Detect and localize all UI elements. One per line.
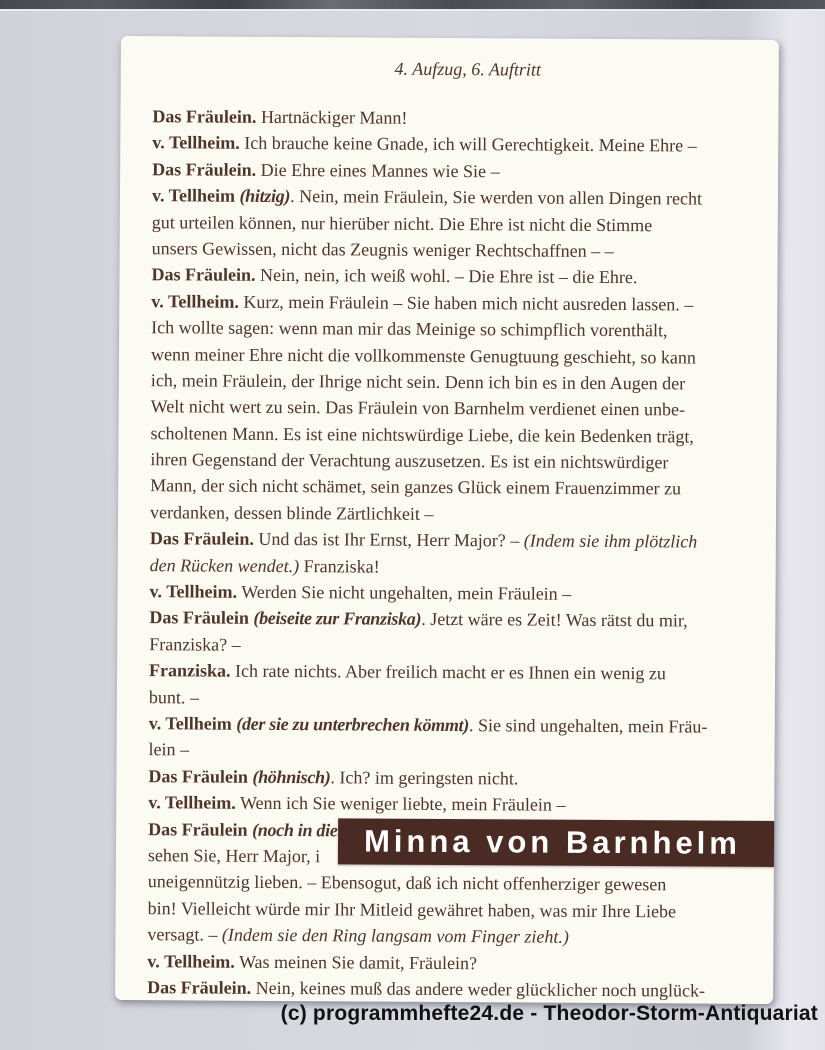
dialogue-segment: v. Tellheim. xyxy=(149,581,238,602)
dialogue-segment: Kurz, mein Fräulein – Sie haben mich nicht ausreden lassen. – xyxy=(238,291,694,315)
dialogue-segment: . Nein, mein Fräulein, Sie werden von allen Dingen recht xyxy=(290,186,703,209)
dialogue-line xyxy=(150,473,750,503)
dialogue-segment: verdanken, dessen blinde Zärtlichkeit – xyxy=(149,502,434,524)
dialogue-text xyxy=(147,103,752,1004)
dialogue-line xyxy=(151,341,751,371)
dialogue-line xyxy=(148,869,748,899)
dialogue-segment: Ich rate nichts. Aber freilich macht er es Ihnen ein wenig zu xyxy=(230,660,666,684)
dialogue-segment: Die Ehre eines Mannes wie Sie – xyxy=(256,159,500,182)
dialogue-segment: Ich wollte sagen: wenn man mir das Meinige so schimpflich vorenthält, xyxy=(151,317,668,341)
dialogue-segment: Das Fräulein xyxy=(148,765,253,787)
dialogue-line xyxy=(150,499,750,529)
dialogue-line xyxy=(151,288,751,318)
dialogue-line xyxy=(148,895,748,925)
dialogue-segment: bunt. – xyxy=(148,686,199,708)
dialogue-segment: (der sie zu unterbrechen kömmt) xyxy=(236,713,470,736)
dialogue-segment: Hartnäckiger Mann! xyxy=(256,106,408,128)
title-banner xyxy=(338,818,774,867)
dialogue-segment: Das Fräulein. xyxy=(151,264,256,286)
dialogue-line xyxy=(149,657,749,687)
dialogue-segment: . Jetzt wäre es Zeit! Was rätst du mir, xyxy=(421,609,688,631)
dialogue-segment: Das Fräulein. xyxy=(149,528,254,550)
dialogue-segment: sehen Sie, Herr Major, i xyxy=(147,845,321,867)
program-page xyxy=(115,36,779,1004)
dialogue-segment: Und das ist Ihr Ernst, Herr Major? – xyxy=(253,529,524,551)
dialogue-line xyxy=(149,605,749,635)
dialogue-segment: Das Fräulein. xyxy=(147,977,252,998)
dialogue-line xyxy=(148,789,748,819)
dialogue-line xyxy=(152,209,752,239)
dialogue-line xyxy=(149,578,749,608)
copyright-watermark: (c) programmhefte24.de - Theodor-Storm-Antiquariat xyxy=(280,1002,818,1025)
dialogue-segment: Franziska. xyxy=(149,660,231,681)
dialogue-line xyxy=(151,367,751,397)
dialogue-line xyxy=(152,130,752,160)
act-scene-heading: 4. Aufzug, 6. Auftritt xyxy=(394,58,541,80)
dialogue-segment: (höhnisch) xyxy=(252,766,331,788)
dialogue-segment: ich, mein Fräulein, der Ihrige nicht sein. Denn ich bin es in den Augen der xyxy=(150,370,686,394)
dialogue-segment: . Sie sind ungehalten, mein Fräu- xyxy=(468,715,708,737)
dialogue-segment: Franziska? – xyxy=(149,633,241,655)
dialogue-line xyxy=(152,103,752,133)
dialogue-line xyxy=(150,420,750,450)
dialogue-segment: scholtenen Mann. Es ist eine nichtswürdige Liebe, die kein Bedenken trägt, xyxy=(150,422,694,447)
dialogue-line xyxy=(150,552,750,582)
dialogue-segment: v. Tellheim xyxy=(151,185,240,206)
dialogue-line xyxy=(152,182,752,212)
dialogue-segment: Welt nicht wert zu sein. Das Fräulein von Barnhelm verdienet einen unbe- xyxy=(150,396,686,420)
dialogue-segment: v. Tellheim. xyxy=(152,132,240,154)
dialogue-segment: (hitzig) xyxy=(239,185,291,207)
dialogue-segment: v. Tellheim xyxy=(148,713,237,734)
dialogue-line xyxy=(147,948,747,978)
dialogue-line xyxy=(150,525,750,555)
dialogue-segment: unsers Gewissen, nicht das Zeugnis weniger Rechtschaffnen – – xyxy=(151,238,614,261)
banner-title: Minna von Barnhelm xyxy=(363,823,742,861)
dialogue-line xyxy=(147,921,747,951)
dialogue-segment: Das Fräulein xyxy=(149,607,254,629)
dialogue-segment: Das Fräulein xyxy=(148,818,253,840)
dialogue-segment: gut urteilen können, nur hierüber nicht. Die Ehre ist nicht die Stimme xyxy=(151,211,653,235)
dialogue-segment: ihren Gegenstand der Verachtung auszusetzen. Es ist ein nichtswürdiger xyxy=(150,449,669,473)
dialogue-segment: Wenn ich Sie weniger liebte, mein Fräulein – xyxy=(235,792,566,815)
dialogue-segment: (Indem sie den Ring langsam vom Finger zieht.) xyxy=(221,924,569,947)
dialogue-line xyxy=(152,235,752,265)
dialogue-line xyxy=(150,446,750,476)
dialogue-segment: Ich brauche keine Gnade, ich will Gerechtigkeit. Meine Ehre – xyxy=(239,133,697,156)
dialogue-segment: den Rücken wendet.) xyxy=(149,554,300,576)
dialogue-segment: wenn meiner Ehre nicht die vollkommenste Genugtuung geschieht, so kann xyxy=(150,343,696,368)
dialogue-line xyxy=(151,393,751,423)
scan-edge-band xyxy=(0,0,825,11)
dialogue-segment: bin! Vielleicht würde mir Ihr Mitleid gewähret haben, was mir Ihre Liebe xyxy=(147,897,677,922)
dialogue-line xyxy=(148,763,748,793)
dialogue-segment: versagt. – xyxy=(147,924,223,945)
dialogue-line xyxy=(149,684,749,714)
dialogue-segment: v. Tellheim. xyxy=(147,950,235,972)
dialogue-segment: (noch in die xyxy=(252,819,338,840)
dialogue-line xyxy=(152,156,752,186)
dialogue-segment: uneigennützig lieben. – Ebensogut, daß ich nicht offenherziger gewesen xyxy=(147,871,667,895)
dialogue-line xyxy=(149,631,749,661)
dialogue-segment: v. Tellheim. xyxy=(151,290,239,312)
dialogue-segment: Mann, der sich nicht schämet, sein ganzes Glück einem Frauenzimmer zu xyxy=(150,475,682,499)
dialogue-line xyxy=(151,262,751,292)
dialogue-segment: Werden Sie nicht ungehalten, mein Fräulein – xyxy=(237,581,572,604)
dialogue-segment: (beiseite zur Franziska) xyxy=(253,608,422,630)
dialogue-segment: . Ich? im geringsten nicht. xyxy=(330,767,519,789)
dialogue-line xyxy=(149,710,749,740)
dialogue-line xyxy=(151,314,751,344)
dialogue-segment: Franziska! xyxy=(299,555,380,577)
dialogue-segment: (Indem sie ihm plötzlich xyxy=(523,530,698,552)
dialogue-segment: Das Fräulein. xyxy=(152,106,257,127)
dialogue-segment: Nein, nein, ich weiß wohl. – Die Ehre ist – die Ehre. xyxy=(255,265,638,288)
dialogue-line xyxy=(147,974,747,1004)
dialogue-segment: lein – xyxy=(148,739,190,760)
dialogue-line xyxy=(149,737,749,767)
dialogue-segment: Was meinen Sie damit, Fräulein? xyxy=(234,951,478,973)
dialogue-segment: v. Tellheim. xyxy=(148,792,236,813)
dialogue-segment: Nein, keines muß das andere weder glücklicher noch unglück- xyxy=(251,977,706,1001)
dialogue-segment: Das Fräulein. xyxy=(152,158,257,180)
